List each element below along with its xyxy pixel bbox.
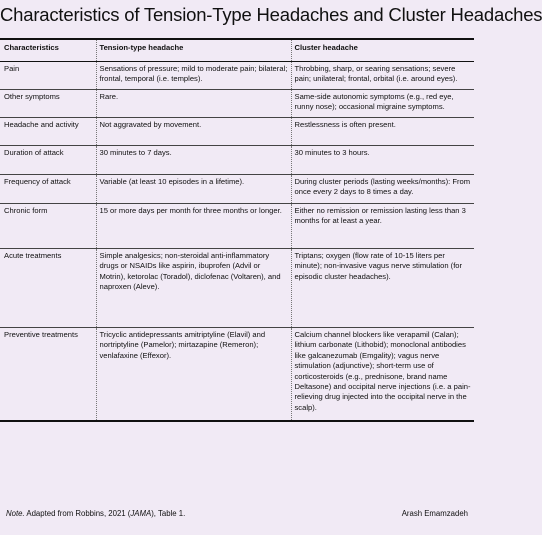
- cluster-cell: Calcium channel blockers like verapamil (Calan); lithium carbonate (Lithobid); monoclonal antibodies like galcanezumab (Emgality); vagus nerve stimulation (adjunctive); short-term use of corticosteroids (e.g., prednisone, brand name Deltasone) and occipital nerve injections (i.e. a pain-relieving drug injected into the occipital nerve in the scalp).: [291, 328, 474, 422]
- table-row: [0, 118, 474, 146]
- table-row: [0, 249, 474, 328]
- tension-cell: 15 or more days per month for three months or longer.: [96, 204, 291, 249]
- tension-cell: Rare.: [96, 90, 291, 118]
- row-label: Chronic form: [4, 206, 48, 215]
- source-note: [6, 509, 185, 518]
- note-journal: JAMA: [130, 509, 152, 518]
- page-title: Characteristics of Tension-Type Headaches and Cluster Headaches: [0, 4, 542, 25]
- tension-cell: Sensations of pressure; mild to moderate pain; bilateral; frontal, temporal (i.e. temples).: [96, 62, 291, 90]
- author-credit: Arash Emamzadeh: [401, 509, 468, 518]
- cluster-cell: Same-side autonomic symptoms (e.g., red eye, runny nose); occasional migraine symptoms.: [291, 90, 474, 118]
- row-label: Duration of attack: [4, 148, 64, 157]
- cluster-cell: Throbbing, sharp, or searing sensations; severe pain; unilateral; frontal, orbital (i.e. around eyes).: [291, 62, 474, 90]
- cluster-cell: 30 minutes to 3 hours.: [291, 146, 474, 175]
- tension-cell: Tricyclic antidepressants amitriptyline (Elavil) and nortriptyline (Pamelor); mirtazapine (Remeron); venlafaxine (Effexor).: [96, 328, 291, 422]
- cluster-cell: Either no remission or remission lasting less than 3 months for at least a year.: [291, 204, 474, 249]
- row-label: Other symptoms: [4, 92, 60, 101]
- header-characteristics: Characteristics: [4, 43, 59, 52]
- row-label: Pain: [4, 64, 20, 73]
- cluster-cell: Triptans; oxygen (flow rate of 10-15 liters per minute); non-invasive vagus nerve stimulation (for episodic cluster headaches).: [291, 249, 474, 328]
- table-row: [0, 204, 474, 249]
- table-row: [0, 328, 474, 422]
- note-text-1: Adapted from Robbins, 2021 (: [24, 509, 131, 518]
- tension-cell: Not aggravated by movement.: [96, 118, 291, 146]
- header-tension: Tension-type headache: [96, 39, 291, 62]
- row-label: Acute treatments: [4, 251, 62, 260]
- tension-cell: 30 minutes to 7 days.: [96, 146, 291, 175]
- table-row: [0, 175, 474, 204]
- table-row: [0, 62, 474, 90]
- cluster-cell: Restlessness is often present.: [291, 118, 474, 146]
- cluster-cell: During cluster periods (lasting weeks/months): From once every 2 days to 8 times a day.: [291, 175, 474, 204]
- row-label: Preventive treatments: [4, 330, 78, 339]
- row-label: Headache and activity: [4, 120, 79, 129]
- table-header-row: [0, 39, 474, 62]
- table-row: [0, 90, 474, 118]
- note-label: Note.: [6, 509, 25, 518]
- tension-cell: Variable (at least 10 episodes in a lifetime).: [96, 175, 291, 204]
- header-cluster: Cluster headache: [291, 39, 474, 62]
- tension-cell: Simple analgesics; non-steroidal anti-inflammatory drugs or NSAIDs like aspirin, ibuprofen (Advil or Motrin), ketorolac (Toradol), diclofenac (Voltaren), and naproxen (Aleve).: [96, 249, 291, 328]
- note-text-2: ), Table 1.: [151, 509, 186, 518]
- table-row: [0, 146, 474, 175]
- row-label: Frequency of attack: [4, 177, 71, 186]
- comparison-table: [0, 38, 474, 422]
